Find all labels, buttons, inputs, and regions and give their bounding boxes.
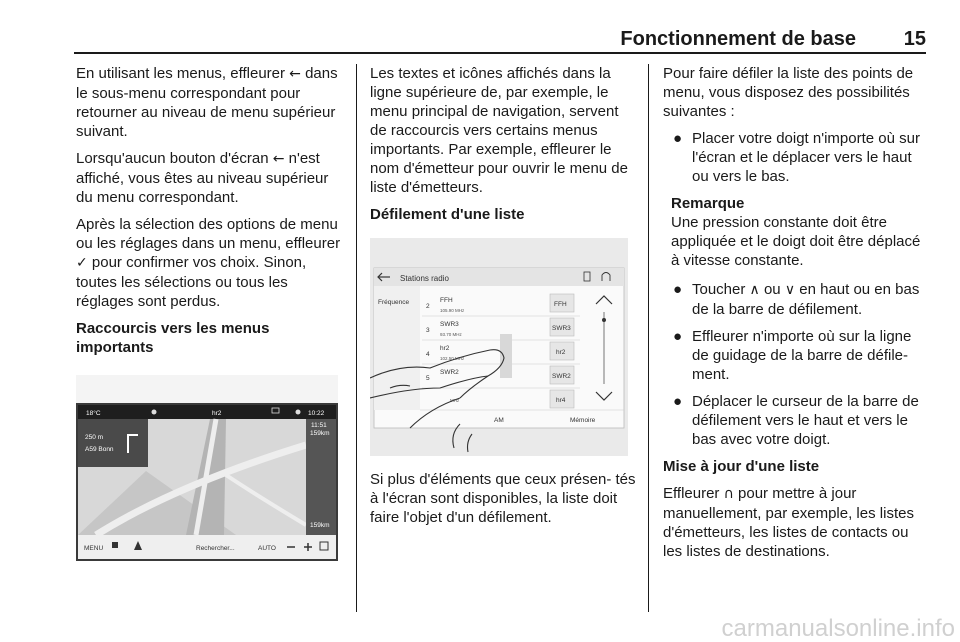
nav-distance: 250 m: [85, 434, 104, 441]
nav-street: A59 Bonn: [85, 446, 114, 453]
chevron-up-icon: ∧: [749, 282, 760, 298]
page-number: 15: [903, 28, 926, 50]
paragraph-update: Effleurer ∩ pour mettre à jour manuellement, par exemple, les listes d'émetteurs, les listes de contacts ou les listes de destinations.: [663, 485, 914, 560]
svg-text:hr2: hr2: [556, 349, 566, 356]
bullet-icon: ●: [673, 393, 683, 410]
svg-text:SWR2: SWR2: [440, 369, 459, 376]
svg-text:MHz: MHz: [450, 398, 460, 403]
gear-icon: [296, 410, 301, 415]
svg-text:FFH: FFH: [440, 297, 453, 304]
svg-text:carmanualsonline.info: carmanualsonline.info: [721, 615, 955, 642]
watermark-logo: [690, 612, 960, 642]
nav-auto-label: AUTO: [258, 545, 276, 552]
remark-title: Remarque: [671, 195, 745, 212]
nav-time: 10:22: [308, 410, 325, 417]
check-icon: ✓: [76, 255, 88, 271]
svg-text:hr2: hr2: [440, 345, 450, 352]
scroll-options-list-2: [663, 280, 929, 449]
bullet-icon: ●: [673, 130, 683, 147]
scroll-thumb: [602, 318, 606, 322]
paragraph-scroll-options: Pour faire défiler la liste des points de menu, vous disposez des possibilités suivantes :: [663, 65, 914, 120]
list-item: ● Placer votre doigt n'importe où sur l'écran et le déplacer vers le haut ou vers le bas.: [673, 130, 920, 185]
svg-text:FFH: FFH: [554, 301, 567, 308]
svg-text:3: 3: [426, 327, 430, 334]
paragraph-confirm: Après la sélection des options de menu ou les réglages dans un menu, effleurer ✓ pour confirmer vos choix. Sinon, toutes les sélections ou tous les réglages sont perdus.: [76, 216, 341, 310]
station-list-figure: [370, 238, 628, 456]
flag-icon: [112, 542, 118, 548]
paragraph-top-level: Lorsqu'aucun bouton d'écran ← n'est affiché, vous êtes au niveau supérieur du menu correspondant.: [76, 150, 329, 206]
svg-text:4: 4: [426, 351, 430, 358]
refresh-icon: ∩: [723, 486, 734, 502]
nav-search-label: Rechercher...: [196, 545, 235, 552]
svg-text:5: 5: [426, 375, 430, 382]
paragraph-scroll-needed: Si plus d'éléments que ceux présen- tés à l'écran sont disponibles, la liste doit faire l'objet d'un défilement.: [370, 471, 636, 526]
column-separator: [648, 64, 649, 612]
nav-clock-small: 11:51: [311, 422, 327, 429]
am-label: AM: [494, 417, 504, 424]
frequency-label: Fréquence: [378, 299, 410, 306]
svg-text:102.50 MHz: 102.50 MHz: [440, 356, 465, 361]
scroll-options-list: [663, 129, 929, 186]
remark-text: Une pression constante doit être appliquée et le doigt doit être déplacé à vitesse constante.: [671, 214, 921, 269]
nav-menu-label: MENU: [84, 545, 104, 552]
section-heading-update: Mise à jour d'une liste: [663, 458, 820, 475]
location-icon: [152, 410, 157, 415]
list-item: ● Effleurer n'importe où sur la ligne de guidage de la barre de défile- ment.: [673, 328, 912, 383]
back-arrow-icon: ←: [289, 66, 301, 82]
memory-label: Mémoire: [570, 417, 596, 424]
list-item: ● Déplacer le curseur de la barre de défilement vers le haut et vers le bas avec votre doigt.: [673, 393, 919, 448]
svg-text:SWR3: SWR3: [440, 321, 459, 328]
column-1: [76, 64, 344, 561]
svg-text:SWR3: SWR3: [552, 325, 571, 332]
station-list-drawing: [370, 238, 628, 456]
bullet-icon: ●: [673, 281, 683, 298]
page-title: Fonctionnement de base: [620, 28, 856, 50]
nav-temp: 18°C: [86, 410, 101, 417]
column-separator: [356, 64, 357, 612]
navigation-screen-drawing: [76, 375, 338, 561]
svg-text:SWR2: SWR2: [552, 373, 571, 380]
back-arrow-icon: ←: [272, 151, 285, 167]
page-header: [74, 28, 926, 50]
header-rule: [74, 52, 926, 54]
column-3: [663, 64, 929, 569]
paragraph-shortcuts: Les textes et icônes affichés dans la ligne supérieure de, par exemple, le menu principal de navigation, servent de raccourcis vers certains menus importants. Par exemple, effleurer le nom d'émetteur pour ouvrir le menu de liste d'émetteurs.: [370, 65, 628, 196]
column-2: [370, 64, 636, 535]
section-heading-shortcuts: Raccourcis vers les menus importants: [76, 320, 270, 356]
nav-speed-small: 159km: [310, 430, 330, 437]
chevron-down-icon: ∨: [784, 282, 796, 298]
svg-text:2: 2: [426, 303, 430, 310]
svg-text:93.70 MHz: 93.70 MHz: [440, 332, 462, 337]
navigation-screen-figure: [76, 375, 338, 561]
nav-source: hr2: [212, 410, 222, 417]
bullet-icon: ●: [673, 328, 683, 345]
svg-text:105.90 MHz: 105.90 MHz: [440, 308, 465, 313]
list-title: Stations radio: [400, 274, 449, 283]
section-heading-scroll: Défilement d'une liste: [370, 206, 525, 223]
svg-text:hr4: hr4: [556, 397, 566, 404]
paragraph-back-navigation: En utilisant les menus, effleurer ← dans le sous-menu correspondant pour retourner au niveau de menu supérieur suivant.: [76, 65, 338, 140]
nav-speed-bottom: 159km: [310, 522, 330, 529]
list-item: ● Toucher ∧ ou ∨ en haut ou en bas de la barre de défilement.: [673, 281, 920, 318]
